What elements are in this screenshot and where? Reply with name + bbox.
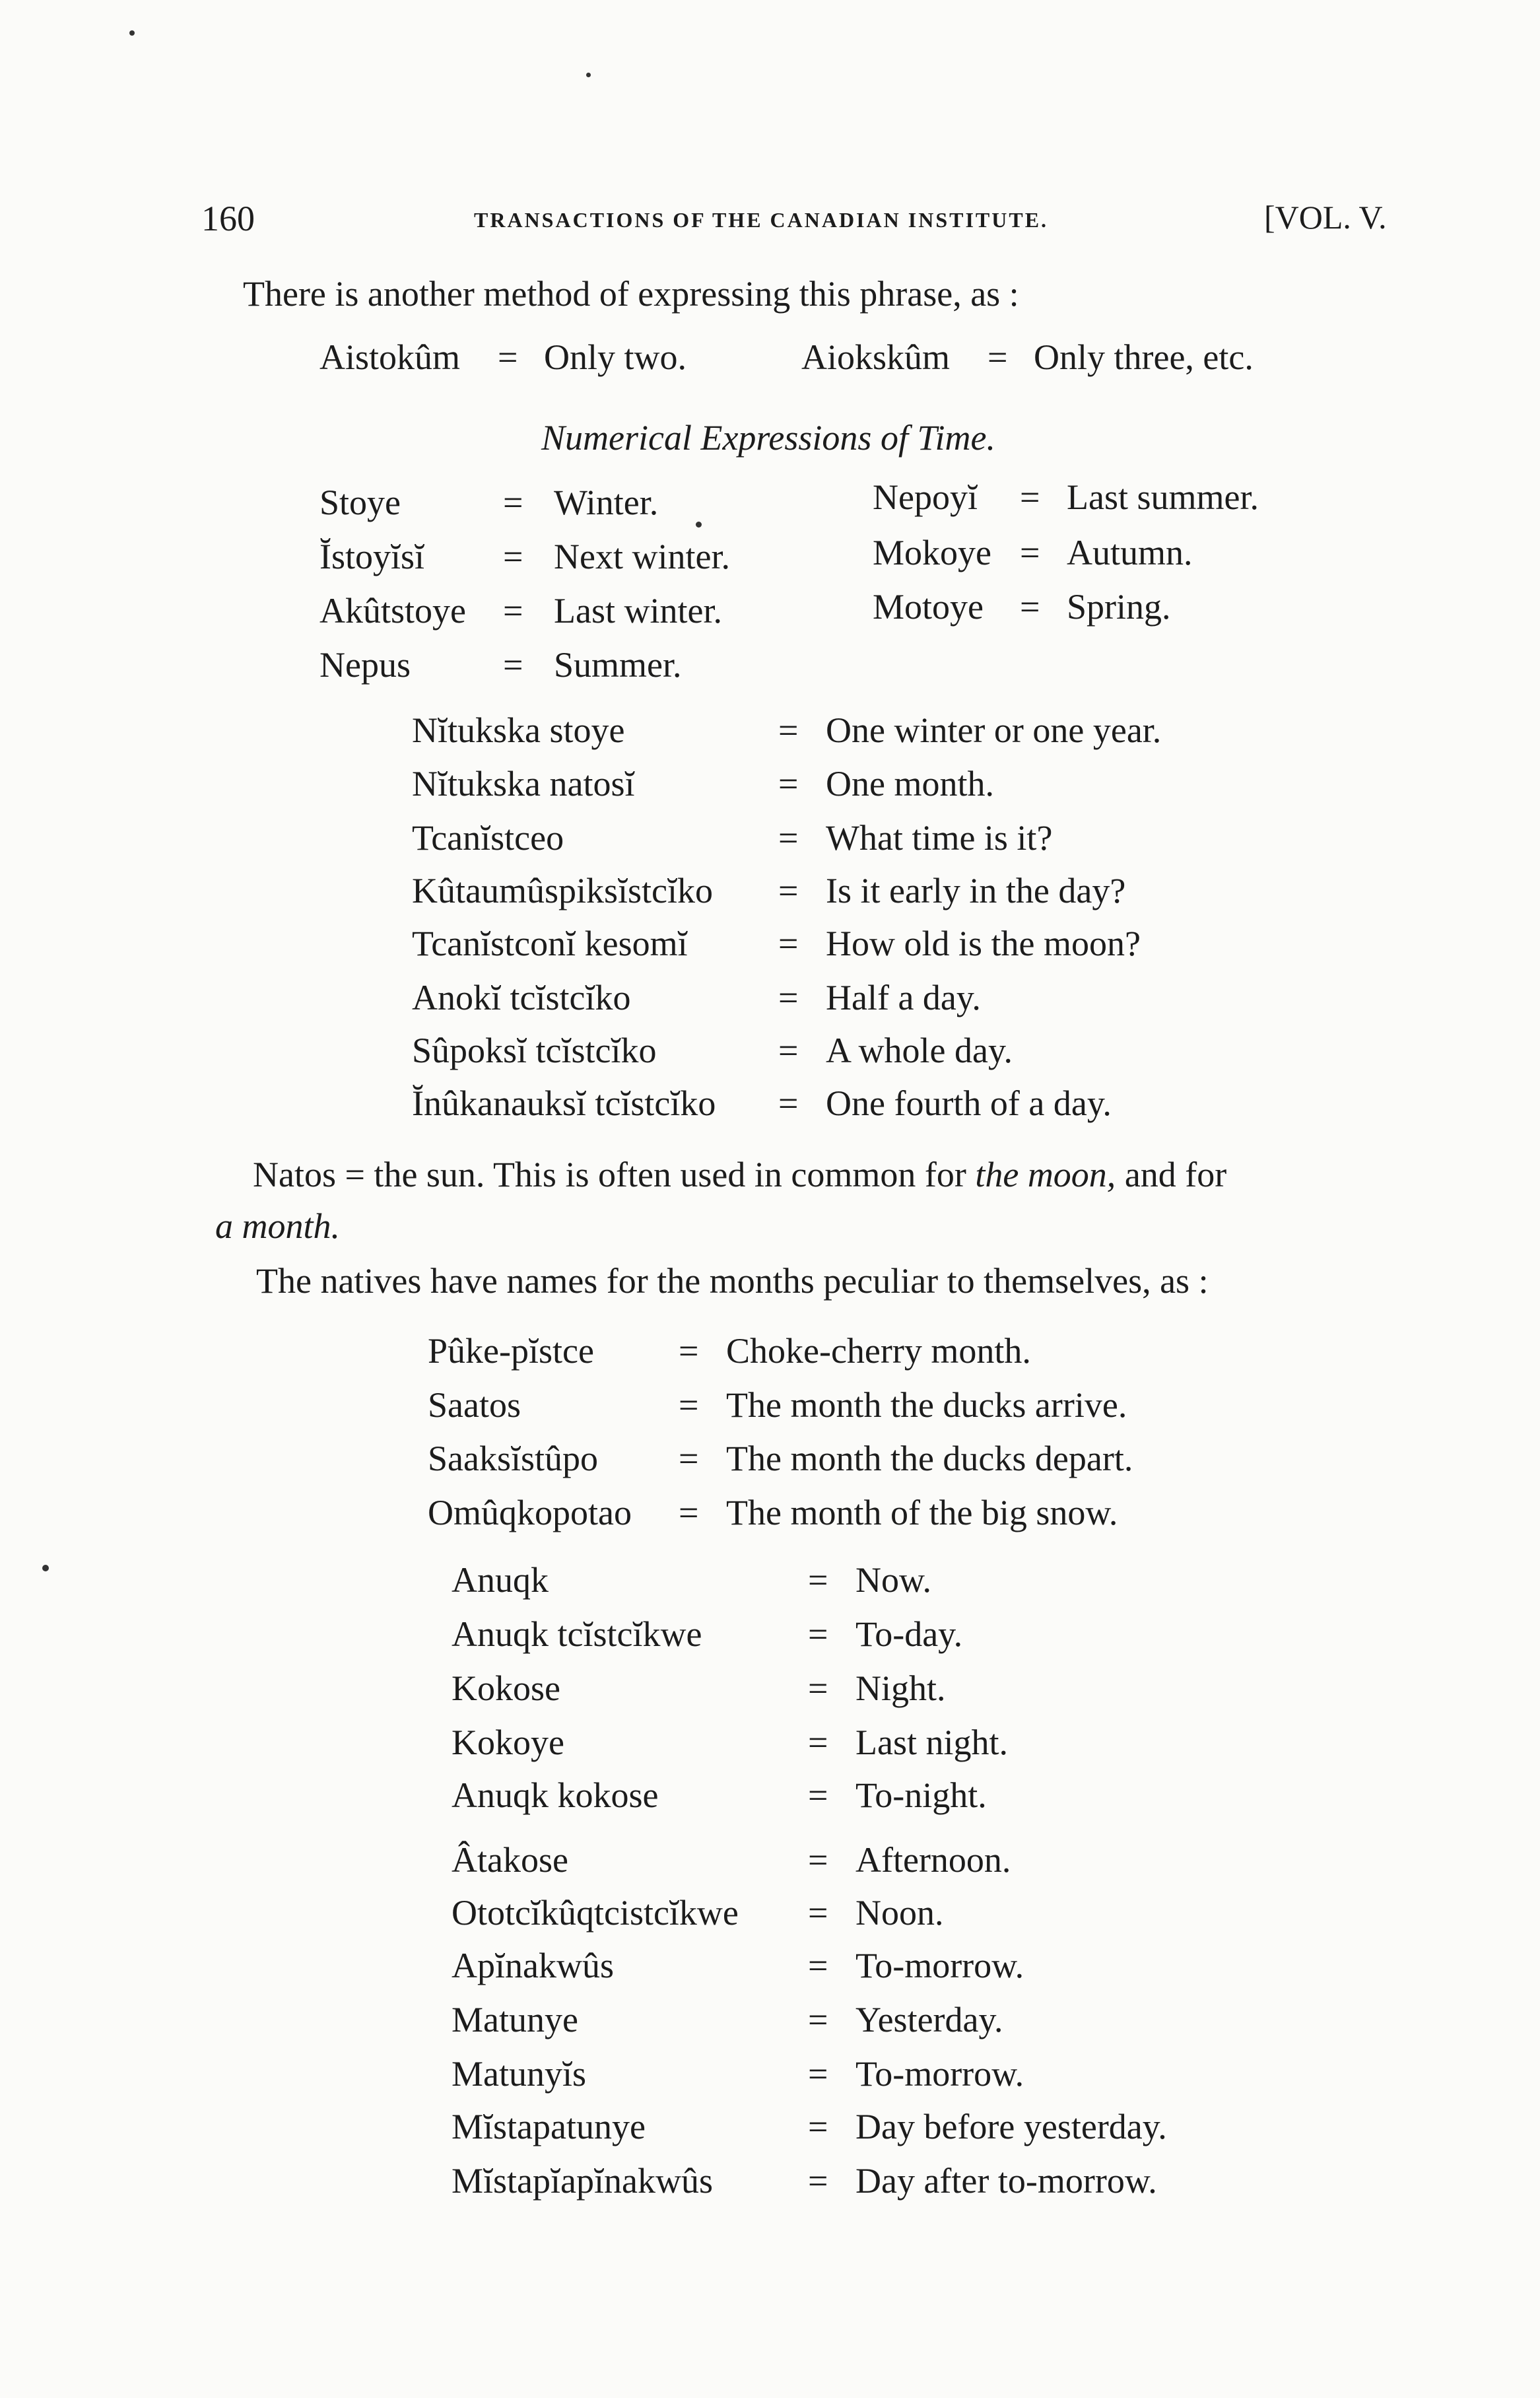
running-title: TRANSACTIONS OF THE CANADIAN INSTITUTE. (474, 208, 1049, 232)
day-term-row-eq: = (808, 1668, 828, 1708)
time-term-row-def: What time is it? (826, 818, 1053, 858)
day-term-row-def: To-day. (855, 1614, 963, 1654)
day-term-row-term: Âtakose (452, 1840, 568, 1880)
natos-line-2: a month. (215, 1206, 340, 1246)
month-row-eq: = (679, 1331, 699, 1371)
pair1-eq: = (498, 337, 518, 377)
season-row-eq: = (1020, 477, 1040, 517)
time-term-row-eq: = (778, 871, 799, 910)
month-row-term: Omûqkopotao (428, 1493, 632, 1532)
day-term-row-def: Day before yesterday. (855, 2107, 1167, 2146)
month-row-eq: = (679, 1385, 699, 1425)
season-row-eq: = (1020, 533, 1040, 572)
month-row-term: Saatos (428, 1385, 521, 1425)
day-term-row (452, 1722, 1384, 1762)
day-term-row (452, 1945, 1384, 1985)
season-row-def: Last summer. (1067, 477, 1259, 517)
pair2-def: Only three, etc. (1034, 337, 1254, 377)
month-row (428, 1385, 1254, 1424)
month-row-eq: = (679, 1493, 699, 1532)
day-term-row-def: Now. (855, 1560, 931, 1600)
day-term-row-eq: = (808, 2000, 828, 2039)
pair2-eq: = (988, 337, 1008, 377)
day-term-row-eq: = (808, 1946, 828, 1985)
season-row-term: Nepus (319, 645, 411, 685)
season-row-def: Next winter. (554, 537, 730, 576)
pair1-def: Only two. (544, 337, 686, 377)
time-term-row-eq: = (778, 710, 799, 750)
month-row-def: The month the ducks arrive. (726, 1385, 1127, 1425)
day-term-row (452, 1775, 1384, 1814)
day-term-row-def: To-night. (855, 1775, 987, 1815)
day-term-row (452, 1892, 1384, 1932)
season-row-term: Motoye (873, 587, 984, 627)
day-term-row-def: To-morrow. (855, 1946, 1024, 1985)
day-term-row-term: Ototcĭkûqtcistcĭkwe (452, 1893, 739, 1933)
time-term-row (412, 1083, 1354, 1122)
pair2-term: Aiokskûm (801, 337, 951, 377)
time-term-row-eq: = (778, 978, 799, 1017)
time-term-row (412, 763, 1354, 803)
day-term-row-eq: = (808, 1723, 828, 1762)
time-term-row-eq: = (778, 1031, 799, 1070)
season-row (873, 532, 1540, 572)
time-term-row (412, 870, 1354, 910)
day-term-row-eq: = (808, 1893, 828, 1933)
time-term-row-term: Kûtaumûspiksĭstcĭko (412, 871, 713, 910)
scan-speck (696, 522, 702, 528)
day-term-row (452, 1999, 1384, 2039)
time-term-row-def: One winter or one year. (826, 710, 1162, 750)
page-number: 160 (201, 199, 255, 238)
season-row-def: Spring. (1067, 587, 1171, 627)
time-term-row (412, 710, 1354, 749)
time-term-row-def: Is it early in the day? (826, 871, 1126, 910)
month-row-term: Pûke-pĭstce (428, 1331, 594, 1371)
month-row-def: Choke-cherry month. (726, 1331, 1031, 1371)
time-term-row-eq: = (778, 1083, 799, 1123)
season-row-eq: = (503, 483, 523, 522)
season-row (873, 586, 1540, 626)
time-term-row-term: Tcanĭstconĭ kesomĭ (412, 924, 688, 963)
time-term-row-def: One month. (826, 764, 994, 804)
time-term-row (412, 923, 1354, 963)
day-term-row-def: Last night. (855, 1723, 1008, 1762)
time-term-row (412, 817, 1354, 857)
pair1-term: Aistokûm (319, 337, 461, 377)
season-row-def: Autumn. (1067, 533, 1193, 572)
season-row (319, 644, 1082, 684)
day-term-row-term: Anuqk tcĭstcĭkwe (452, 1614, 702, 1654)
day-term-row-def: To-morrow. (855, 2054, 1024, 2094)
day-term-row-def: Afternoon. (855, 1840, 1011, 1880)
month-row (428, 1330, 1254, 1370)
month-row-eq: = (679, 1439, 699, 1478)
day-term-row-term: Mĭstapatunye (452, 2107, 646, 2146)
day-term-row-term: Matunye (452, 2000, 578, 2039)
month-row-def: The month of the big snow. (726, 1493, 1118, 1532)
day-term-row (452, 2160, 1384, 2200)
volume-label: [VOL. V. (1264, 199, 1387, 236)
day-term-row-eq: = (808, 1840, 828, 1880)
season-row (873, 477, 1540, 516)
season-row-term: Akûtstoye (319, 591, 466, 631)
time-term-row-eq: = (778, 764, 799, 804)
season-row-term: Nepoyĭ (873, 477, 978, 517)
season-row-def: Winter. (554, 483, 659, 522)
time-term-row-def: One fourth of a day. (826, 1083, 1112, 1123)
season-row-def: Last winter. (554, 591, 722, 631)
time-term-row-term: Tcanĭstceo (412, 818, 564, 858)
natos-line-1 (253, 1157, 1226, 1192)
month-row-term: Saaksĭstûpo (428, 1439, 599, 1478)
day-term-row (452, 1839, 1384, 1879)
season-row-def: Summer. (554, 645, 682, 685)
day-term-row-eq: = (808, 2107, 828, 2146)
day-term-row (452, 2106, 1384, 2146)
season-row-term: Mokoye (873, 533, 991, 572)
time-term-row-def: A whole day. (826, 1031, 1013, 1070)
day-term-row-eq: = (808, 2161, 828, 2201)
intro-pairs (319, 337, 1376, 376)
time-term-row-term: Ĭnûkanauksĭ tcĭstcĭko (412, 1083, 716, 1123)
day-term-row-def: Night. (855, 1668, 946, 1708)
day-term-row-term: Mĭstapĭapĭnakwûs (452, 2161, 713, 2201)
time-term-row-eq: = (778, 924, 799, 963)
natos-text-2: and for (1124, 1155, 1227, 1194)
day-term-row-eq: = (808, 1614, 828, 1654)
time-term-row (412, 1030, 1354, 1070)
time-term-row-def: Half a day. (826, 978, 981, 1017)
scan-speck (586, 73, 591, 77)
season-row-eq: = (1020, 587, 1040, 627)
day-term-row-term: Kokoye (452, 1723, 564, 1762)
section-heading: Numerical Expressions of Time. (541, 418, 995, 458)
day-term-row-term: Kokose (452, 1668, 560, 1708)
month-row (428, 1492, 1254, 1532)
day-term-row-term: Matunyĭs (452, 2054, 587, 2094)
natos-text-1: Natos = the sun. This is often used in common for (253, 1155, 966, 1194)
season-row-eq: = (503, 591, 523, 631)
day-term-row-def: Yesterday. (855, 2000, 1003, 2039)
day-term-row (452, 2053, 1384, 2093)
month-row (428, 1438, 1254, 1478)
day-term-row (452, 1668, 1384, 1707)
months-intro: The natives have names for the months peculiar to themselves, as : (256, 1261, 1209, 1301)
day-term-row (452, 1559, 1384, 1599)
time-term-row-term: Sûpoksĭ tcĭstcĭko (412, 1031, 657, 1070)
day-term-row (452, 1614, 1384, 1653)
time-term-row-def: How old is the moon? (826, 924, 1141, 963)
intro-line: There is another method of expressing this phrase, as : (243, 274, 1019, 314)
season-row-term: Ĭstoyĭsĭ (319, 537, 425, 576)
day-term-row-eq: = (808, 1775, 828, 1815)
time-term-row-term: Nĭtukska natosĭ (412, 764, 635, 804)
time-term-row (412, 977, 1354, 1017)
month-row-def: The month the ducks depart. (726, 1439, 1133, 1478)
scan-speck (42, 1565, 49, 1571)
time-term-row-term: Nĭtukska stoye (412, 710, 625, 750)
season-row-eq: = (503, 537, 523, 576)
scan-speck (129, 30, 135, 36)
day-term-row-def: Noon. (855, 1893, 944, 1933)
season-row-eq: = (503, 645, 523, 685)
day-term-row-term: Anuqk (452, 1560, 549, 1600)
time-term-row-term: Anokĭ tcĭstcĭko (412, 978, 631, 1017)
day-term-row-def: Day after to-morrow. (855, 2161, 1157, 2201)
day-term-row-term: Apĭnakwûs (452, 1946, 614, 1985)
day-term-row-eq: = (808, 2054, 828, 2094)
day-term-row-term: Anuqk kokose (452, 1775, 659, 1815)
time-term-row-eq: = (778, 818, 799, 858)
natos-moon: the moon, (975, 1155, 1116, 1194)
season-row-term: Stoye (319, 483, 401, 522)
day-term-row-eq: = (808, 1560, 828, 1600)
